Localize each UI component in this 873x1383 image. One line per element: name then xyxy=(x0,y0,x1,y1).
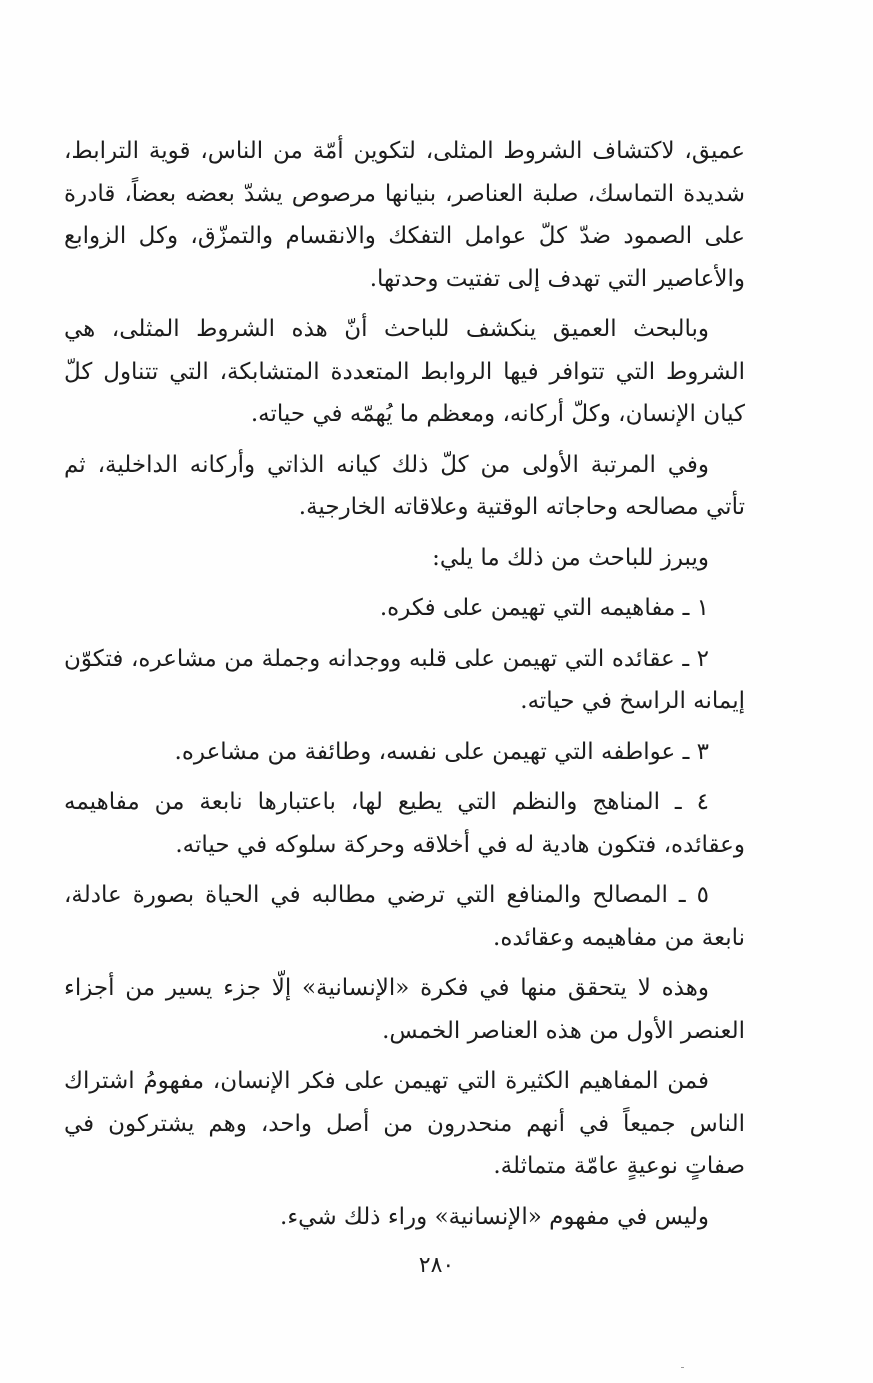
paragraph-intro: ويبرز للباحث من ذلك ما يلي: xyxy=(432,544,709,571)
paragraph: فمن المفاهيم الكثيرة التي تهيمن على فكر الإنسان، مفهومُ اشتراك الناس جميعاً في أنهم منحدرون من أصل واحد، وهم يشتركون في صفاتٍ نوعيةٍ عامّة متماثلة. xyxy=(64,1068,745,1179)
paragraph-continuation: عميق، لاكتشاف الشروط المثلى، لتكوين أمّة من الناس، قوية الترابط، شديدة التماسك، صلبة العناصر، بنيانها مرصوص يشدّ بعضه بعضاً، قادرة على الصمود ضدّ كلّ عوامل التفكك والانقسام والتمزّق، وكل الزوابع والأعاصير التي تهدف إلى تفتيت وحدتها. xyxy=(64,138,745,292)
paragraph: وبالبحث العميق ينكشف للباحث أنّ هذه الشروط المثلى، هي الشروط التي تتوافر فيها الروابط المتعددة المتشابكة، التي تتناول كلّ كيان الإنسان، وكلّ أركانه، ومعظم ما يُهمّه في حياته. xyxy=(64,316,745,427)
list-item-4: ٤ ـ المناهج والنظم التي يطيع لها، باعتبارها نابعة من مفاهيمه وعقائده، فتكون هادية له في أخلاقه وحركة سلوكه في حياته. xyxy=(64,789,745,858)
list-item-5: ٥ ـ المصالح والمنافع التي ترضي مطالبه في الحياة بصورة عادلة، نابعة من مفاهيمه وعقائده. xyxy=(64,882,745,951)
page-number: ٢٨٠ xyxy=(418,1253,455,1278)
list-item-2: ٢ ـ عقائده التي تهيمن على قلبه ووجدانه وجملة من مشاعره، فتكوّن إيمانه الراسخ في حياته. xyxy=(64,645,745,714)
paragraph: وليس في مفهوم «الإنسانية» وراء ذلك شيء. xyxy=(280,1203,709,1230)
list-item-3: ٣ ـ عواطفه التي تهيمن على نفسه، وطائفة من مشاعره. xyxy=(174,738,709,765)
paragraph: وهذه لا يتحقق منها في فكرة «الإنسانية» إلّا جزء يسير من أجزاء العنصر الأول من هذه العناصر الخمس. xyxy=(64,975,745,1044)
scan-speck xyxy=(681,1367,684,1368)
list-item-1: ١ ـ مفاهيمه التي تهيمن على فكره. xyxy=(379,595,709,621)
body-text xyxy=(64,130,745,1246)
paragraph: وفي المرتبة الأولى من كلّ ذلك كيانه الذاتي وأركانه الداخلية، ثم تأتي مصالحه وحاجاته الوقتية وعلاقاته الخارجية. xyxy=(64,451,745,520)
